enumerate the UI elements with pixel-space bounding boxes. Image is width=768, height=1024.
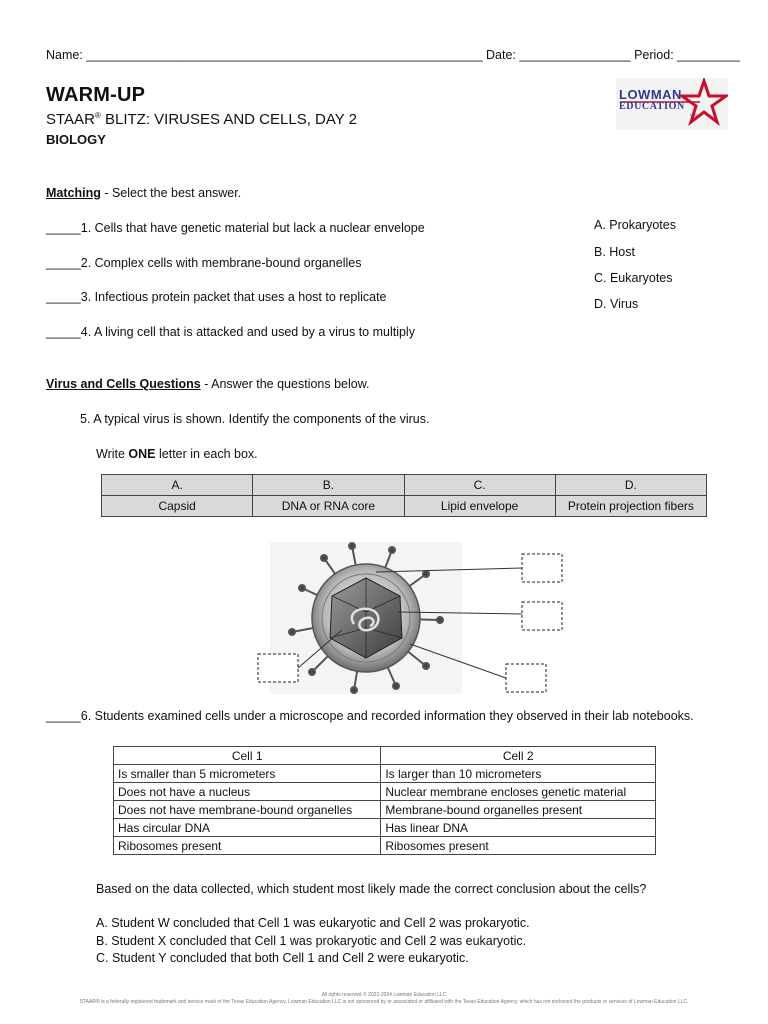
cell-1-value: Has circular DNA — [114, 819, 381, 837]
table-row — [114, 765, 656, 783]
registered-mark: ® — [94, 111, 101, 120]
cell-2-value: Nuclear membrane encloses genetic material — [381, 783, 656, 801]
subject-label: BIOLOGY — [46, 132, 106, 147]
footer-disclaimer: STAAR® is a federally registered trademark and service mark of the Texas Education Agency. Lowman Education LLC is not sponsored by or associated or affiliated with the Texas Education Agency, which has not endorsed the products or services of Lowman Education LLC. — [79, 999, 689, 1005]
matching-title: Matching — [46, 186, 101, 200]
table-row — [114, 819, 656, 837]
logo-text-llc: LLC — [690, 112, 698, 117]
header-cell-2: Cell 2 — [381, 747, 656, 765]
question-6-prompt: Based on the data collected, which student most likely made the correct conclusion about the cells? — [96, 882, 647, 896]
table-row — [114, 837, 656, 855]
table-row — [114, 783, 656, 801]
cell-2-value: Is larger than 10 micrometers — [381, 765, 656, 783]
virus-section-heading — [46, 377, 370, 391]
matching-option-c: C. Eukaryotes — [594, 271, 673, 285]
cell-comparison-table — [113, 746, 656, 855]
instruction-bold: ONE — [128, 447, 156, 461]
label-fibers: Protein projection fibers — [555, 496, 706, 517]
virus-section-title: Virus and Cells Questions — [46, 377, 201, 391]
footer-copyright: All rights reserved © 2022-2024 Lowman Education LLC — [321, 992, 447, 998]
question-5-instruction — [96, 447, 258, 461]
virus-component-table — [101, 474, 707, 517]
table-row — [102, 496, 707, 517]
page-subtitle — [46, 111, 357, 128]
letter-c: C. — [404, 475, 555, 496]
table-row — [102, 475, 707, 496]
matching-question-1: _____1. Cells that have genetic material but lack a nuclear envelope — [46, 221, 425, 235]
letter-a: A. — [102, 475, 253, 496]
table-row — [114, 801, 656, 819]
label-capsid: Capsid — [102, 496, 253, 517]
virus-section-instruction: - Answer the questions below. — [200, 377, 370, 391]
header-cell-1: Cell 1 — [114, 747, 381, 765]
matching-heading — [46, 186, 241, 200]
table-header-row — [114, 747, 656, 765]
cell-2-value: Ribosomes present — [381, 837, 656, 855]
cell-1-value: Does not have membrane-bound organelles — [114, 801, 381, 819]
question-6: _____6. Students examined cells under a microscope and recorded information they observed in their lab notebooks. — [46, 709, 694, 723]
matching-option-d: D. Virus — [594, 297, 639, 311]
student-info-line: Name: _________________________________________________________ Date: ________________ Period: _________ — [46, 48, 740, 62]
matching-option-a: A. Prokaryotes — [594, 218, 676, 232]
cell-1-value: Is smaller than 5 micrometers — [114, 765, 381, 783]
subtitle-staar: STAAR — [46, 111, 95, 128]
matching-option-b: B. Host — [594, 245, 635, 259]
answer-choice-c: C. Student Y concluded that both Cell 1 and Cell 2 were eukaryotic. — [96, 951, 469, 965]
matching-question-4: _____4. A living cell that is attacked and used by a virus to multiply — [46, 325, 415, 339]
instruction-pre: Write — [96, 447, 129, 461]
answer-box-bottom-right[interactable] — [506, 664, 546, 692]
answer-box-left[interactable] — [258, 654, 298, 682]
label-core: DNA or RNA core — [253, 496, 404, 517]
answer-box-middle[interactable] — [522, 602, 562, 630]
cell-1-value: Does not have a nucleus — [114, 783, 381, 801]
virus-diagram — [250, 540, 570, 700]
logo-text-education: EDUCATION — [619, 101, 685, 112]
answer-box-top[interactable] — [522, 554, 562, 582]
letter-b: B. — [253, 475, 404, 496]
cell-1-value: Ribosomes present — [114, 837, 381, 855]
instruction-post: letter in each box. — [155, 447, 258, 461]
answer-choice-a: A. Student W concluded that Cell 1 was eukaryotic and Cell 2 was prokaryotic. — [96, 916, 530, 930]
cell-2-value: Has linear DNA — [381, 819, 656, 837]
cell-2-value: Membrane-bound organelles present — [381, 801, 656, 819]
label-envelope: Lipid envelope — [404, 496, 555, 517]
matching-question-3: _____3. Infectious protein packet that uses a host to replicate — [46, 290, 387, 304]
question-5: 5. A typical virus is shown. Identify the components of the virus. — [80, 412, 430, 426]
subtitle-rest: BLITZ: VIRUSES AND CELLS, DAY 2 — [100, 111, 358, 128]
answer-choice-b: B. Student X concluded that Cell 1 was prokaryotic and Cell 2 was eukaryotic. — [96, 934, 527, 948]
letter-d: D. — [555, 475, 706, 496]
page-title: WARM-UP — [46, 84, 146, 106]
matching-instruction: - Select the best answer. — [100, 186, 242, 200]
matching-question-2: _____2. Complex cells with membrane-bound organelles — [46, 256, 362, 270]
logo-text-lowman: LOWMAN — [619, 87, 682, 102]
